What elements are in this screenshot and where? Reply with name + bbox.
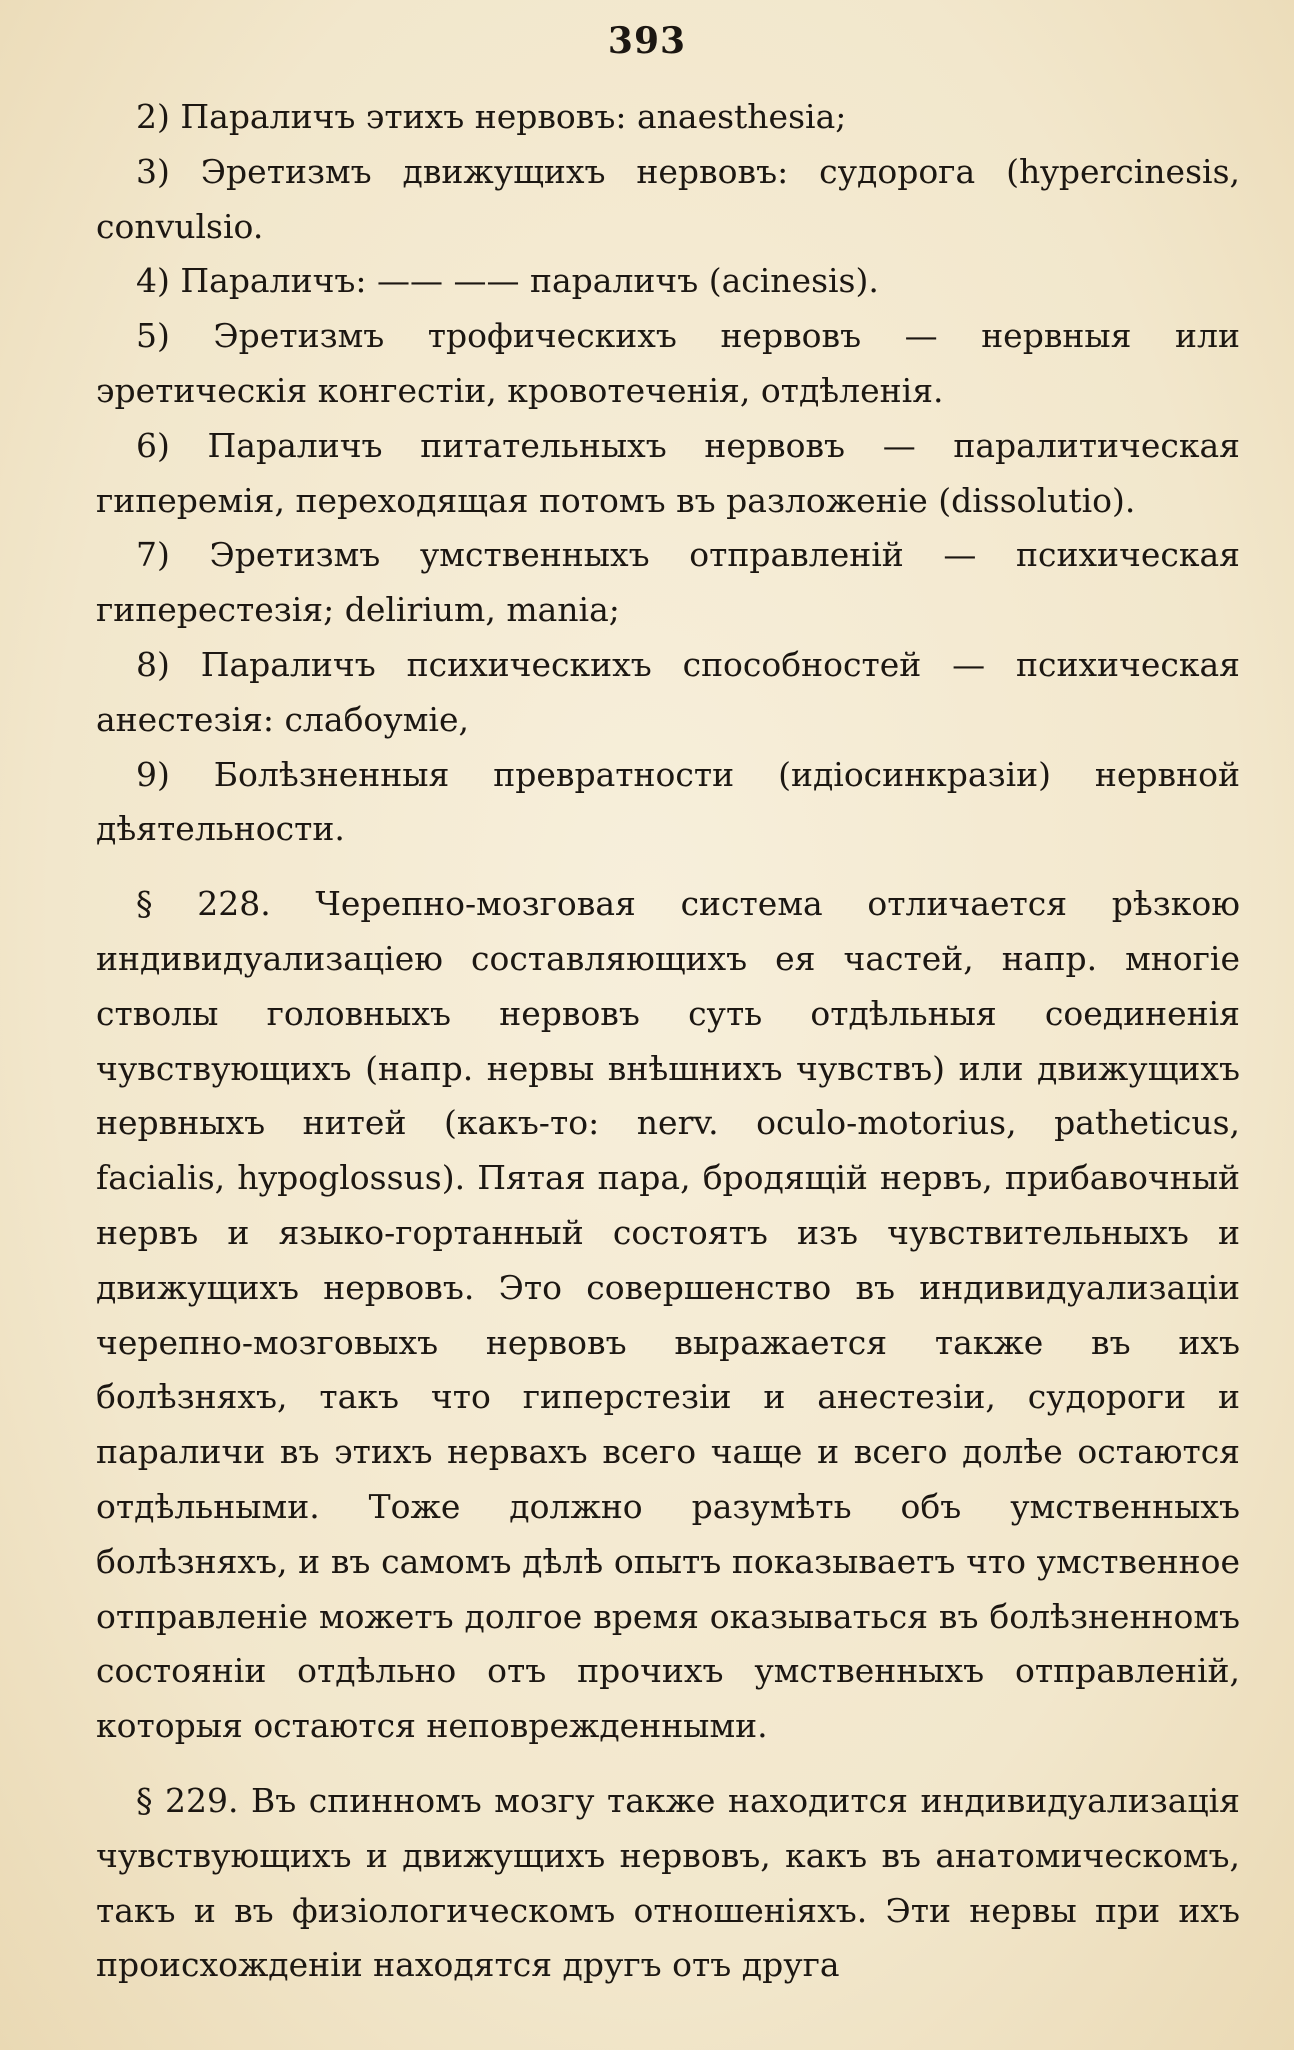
list-item-7: 7) Эретизмъ умственныхъ отправленій — психическая гиперестезія; delirium, mania; bbox=[96, 535, 1240, 630]
section-228-paragraph: § 228. Черепно-мозговая система отличается рѣзкою индивидуализаціею составляющихъ ея частей, напр. многіе стволы головныхъ нервовъ суть отдѣльныя соединенія чувствующихъ (напр. нервы внѣшнихъ чувствъ) или движущихъ нервныхъ нитей (какъ-то: nerv. oculo-motorius, patheticus, facialis, hypoglossus). Пятая пара, бродящій нервъ, прибавочный нервъ и языко-гортанный состоятъ изъ чувствительныхъ и движущихъ нервовъ. Это совершенство въ индивидуализаціи черепно-мозговыхъ нервовъ выражается также въ ихъ болѣзняхъ, такъ что гиперстезіи и анестезіи, судороги и параличи въ этихъ нервахъ всего чаще и всего долѣе остаются отдѣльными. Тоже должно разумѣть объ умственныхъ болѣзняхъ, и въ самомъ дѣлѣ опытъ показываетъ что умственное отправленіе можетъ долгое время оказываться въ болѣзненномъ состояніи отдѣльно отъ прочихъ умственныхъ отправленій, которыя остаются неповрежденными. bbox=[96, 884, 1240, 1746]
list-item-4: 4) Параличъ: —— —— параличъ (acinesis). bbox=[136, 261, 879, 301]
list-item-2: 2) Параличъ этихъ нервовъ: anaesthesia; bbox=[136, 97, 847, 136]
page-text bbox=[96, 90, 1240, 1993]
list-item-6: 6) Параличъ питательныхъ нервовъ — паралитическая гиперемія, переходящая потомъ въ разложеніе (dissolutio). bbox=[96, 425, 1240, 520]
page-number: 393 bbox=[607, 20, 687, 62]
list-item-9: 9) Болѣзненныя превратности (идіосинкразіи) нервной дѣятельности. bbox=[96, 754, 1240, 849]
list-item-3: 3) Эретизмъ движущихъ нервовъ: судорога (hypercinesis, convulsio. bbox=[96, 151, 1240, 246]
section-229-paragraph: § 229. Въ спинномъ мозгу также находится индивидуализація чувствующихъ и движущихъ нервовъ, какъ въ анатомическомъ, такъ и въ физіологическомъ отношеніяхъ. Эти нервы при ихъ происхожденіи находятся другъ отъ друга bbox=[96, 1780, 1240, 1985]
list-item-5: 5) Эретизмъ трофическихъ нервовъ — нервныя или эретическія конгестіи, кровотеченія, отдѣленія. bbox=[96, 316, 1240, 410]
list-item-8: 8) Параличъ психическихъ способностей — психическая анестезія: слабоуміе, bbox=[96, 644, 1240, 739]
